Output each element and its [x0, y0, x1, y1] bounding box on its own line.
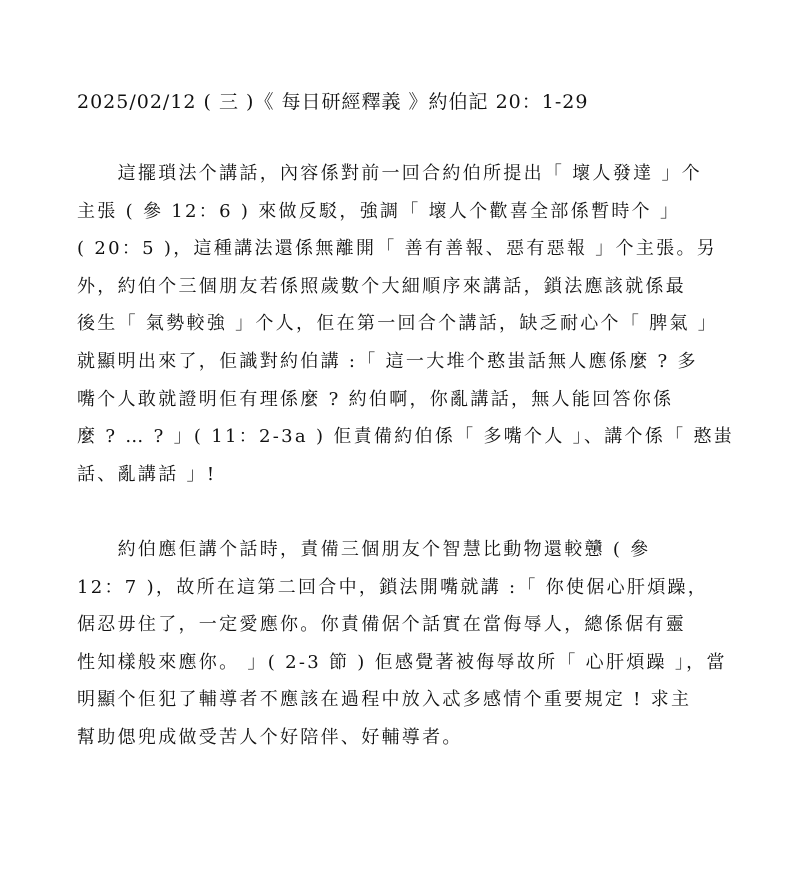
- paragraph-1-line-2: 主張 ( 參 12：6 ) 來做反駁，強調「 壞人个歡喜全部係暫時个 」: [77, 200, 681, 222]
- paragraph-1: [77, 155, 735, 493]
- paragraph-2-line-3: 倨忍毋住了，一定愛應你。你責備倨个話實在當侮辱人，總係倨有靈: [77, 614, 686, 636]
- paragraph-2-line-5: 明顯个佢犯了輔導者不應該在過程中放入忒多感情个重要規定 ! 求主: [77, 689, 692, 711]
- paragraph-1-line-6: 就顯明出來了，佢識對約伯講 :「 這一大堆个憨蚩話無人應係麼 ? 多: [77, 350, 698, 372]
- paragraph-1-line-4: 外，約伯个三個朋友若係照歲數个大細順序來講話，鎖法應該就係最: [77, 275, 686, 297]
- paragraph-2-line-4: 性知樣般來應你。 」( 2-3 節 ) 佢感覺著被侮辱故所「 心肝煩躁 」，當: [77, 651, 727, 673]
- paragraph-1-line-3: ( 20：5 )，這種講法還係無離開「 善有善報、惡有惡報 」个主張。另: [77, 238, 718, 260]
- paragraph-1-line-8: 麼 ? … ? 」( 11：2-3a ) 佢責備約伯係「 多嘴个人 」、講个係「 憨蚩: [77, 426, 735, 448]
- document-title: 2025/02/12 ( 三 )《 每日研經釋義 》約伯記 20：1-29: [77, 91, 589, 113]
- paragraph-1-line-5: 後生「 氣勢較強 」个人，佢在第一回合个講話，缺乏耐心个「 脾氣 」: [77, 313, 719, 335]
- paragraph-1-line-1: 這擺瑣法个講話，內容係對前一回合約伯所提出「 壞人發達 」个: [77, 163, 703, 184]
- paragraph-2-line-2: 12：7 )，故所在這第二回合中，鎖法開嘴就講 :「 你使倨心肝煩躁，: [77, 576, 709, 598]
- paragraph-2-line-6: 幫助偲兜成做受苦人个好陪伴、好輔導者。: [77, 726, 463, 748]
- paragraph-1-line-7: 嘴个人敢就證明佢有理係麼 ? 約伯啊，你亂講話，無人能回答你係: [77, 388, 674, 410]
- paragraph-2: [77, 531, 727, 757]
- paragraph-1-line-9: 話、亂講話 」!: [77, 463, 217, 485]
- paragraph-2-line-1: 約伯應佢講个話時，責備三個朋友个智慧比動物還較戇 ( 參: [77, 539, 651, 560]
